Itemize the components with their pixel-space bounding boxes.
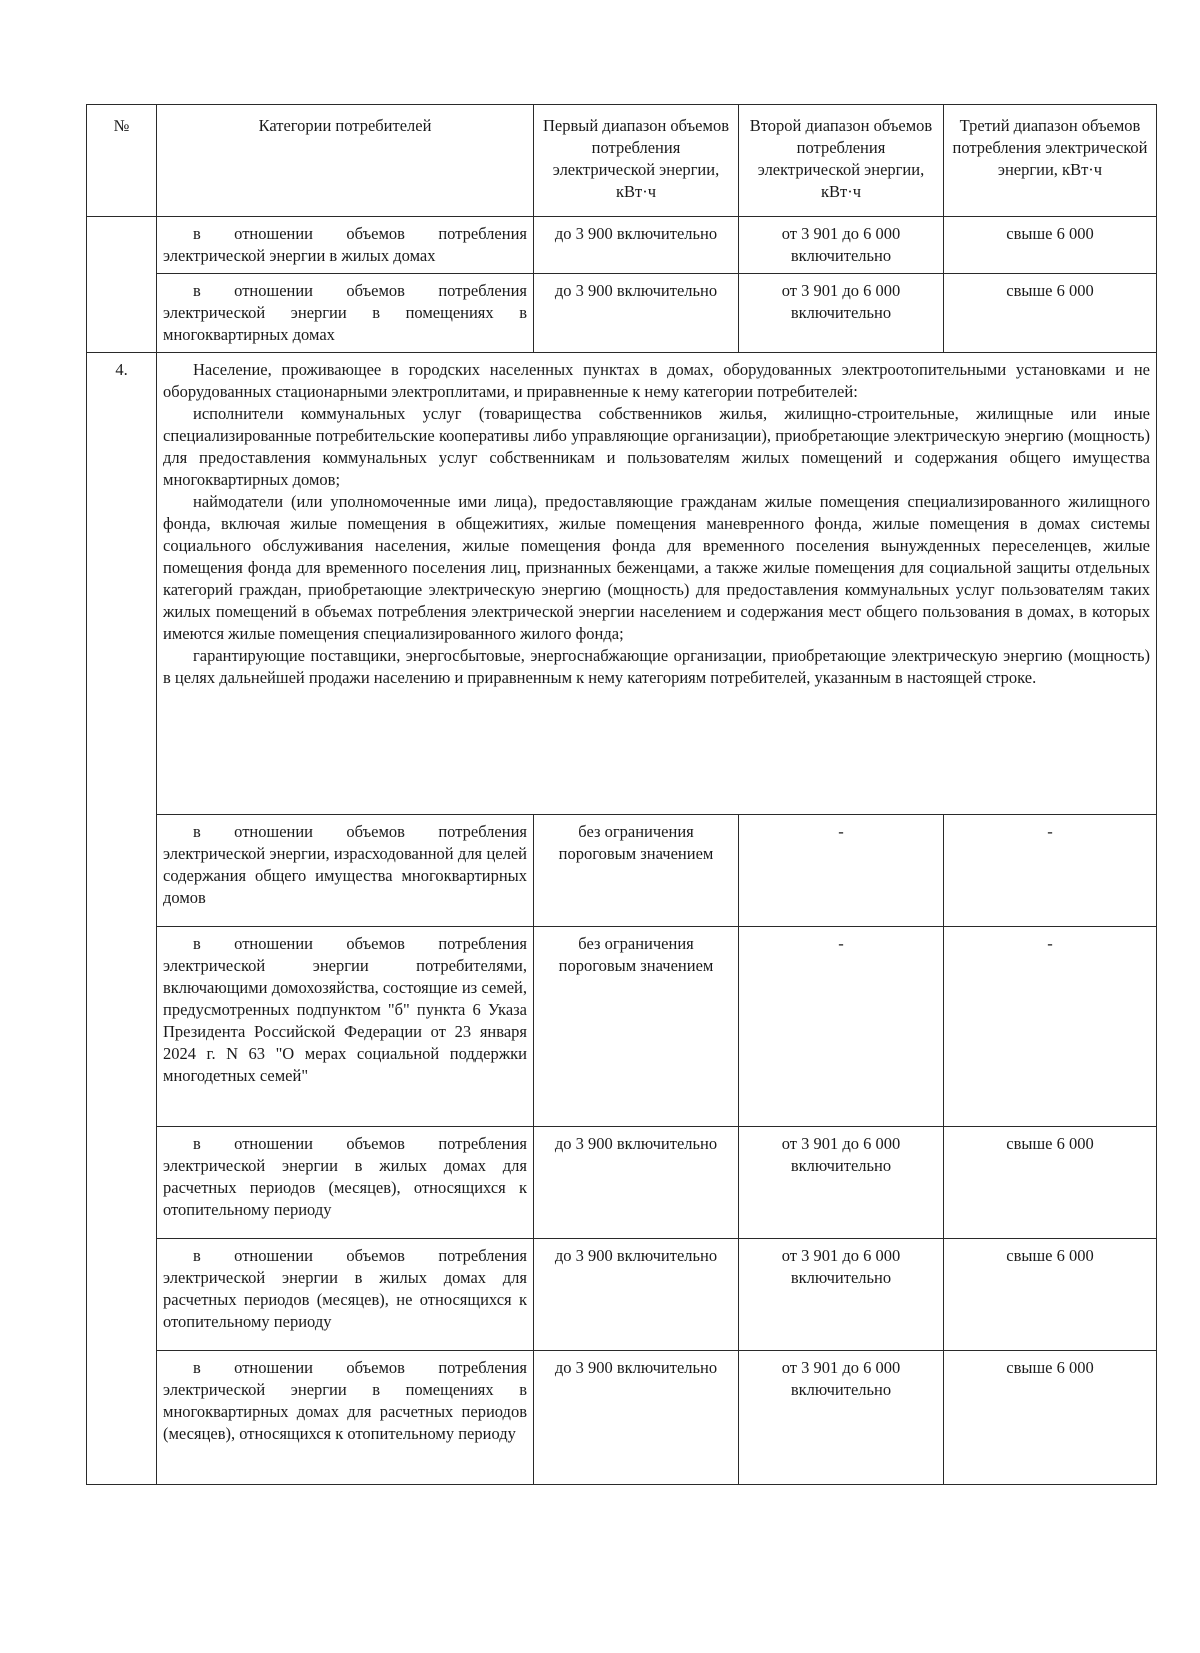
row-range2: от 3 901 до 6 000 включительно bbox=[739, 274, 944, 353]
row-range1: без ограничения пороговым значением bbox=[534, 815, 739, 927]
section-description bbox=[157, 353, 1157, 815]
table-header-row bbox=[87, 105, 1157, 217]
row-range2: - bbox=[739, 927, 944, 1127]
row-category: в отношении объемов потребления электрической энергии в жилых домах bbox=[157, 217, 534, 274]
row-range2: от 3 901 до 6 000 включительно bbox=[739, 1239, 944, 1351]
table-row bbox=[87, 1239, 1157, 1351]
row-category: в отношении объемов потребления электрической энергии, израсходованной для целей содержания общего имущества многоквартирных домов bbox=[157, 815, 534, 927]
section-paragraph: Население, проживающее в городских населенных пунктах в домах, оборудованных электроотопительными установками и не оборудованных стационарными электроплитами, и приравненные к нему категории потребителей: bbox=[163, 360, 1150, 401]
row-range1: до 3 900 включительно bbox=[534, 217, 739, 274]
header-category: Категории потребителей bbox=[157, 105, 534, 217]
row-range3: - bbox=[944, 927, 1157, 1127]
row-category: в отношении объемов потребления электрической энергии в помещениях в многоквартирных домах bbox=[157, 274, 534, 353]
row-range3: свыше 6 000 bbox=[944, 217, 1157, 274]
section-paragraph: гарантирующие поставщики, энергосбытовые, энергоснабжающие организации, приобретающие электрическую энергию (мощность) в целях дальнейшей продажи населению и приравненным к нему категориям потребителей, указанным в настоящей строке. bbox=[163, 646, 1150, 687]
row-category: в отношении объемов потребления электрической энергии в жилых домах для расчетных периодов (месяцев), относящихся к отопительному периоду bbox=[157, 1127, 534, 1239]
section-number: 4. bbox=[87, 353, 157, 1485]
row-range1: без ограничения пороговым значением bbox=[534, 927, 739, 1127]
table-row bbox=[87, 217, 1157, 274]
row-range3: свыше 6 000 bbox=[944, 1239, 1157, 1351]
row-num-empty bbox=[87, 217, 157, 353]
row-range1: до 3 900 включительно bbox=[534, 1351, 739, 1485]
header-range2: Второй диапазон объемов потребления электрической энергии, кВт·ч bbox=[739, 105, 944, 217]
row-range1: до 3 900 включительно bbox=[534, 274, 739, 353]
row-range2: - bbox=[739, 815, 944, 927]
table-row bbox=[87, 927, 1157, 1127]
row-range1: до 3 900 включительно bbox=[534, 1239, 739, 1351]
row-range2: от 3 901 до 6 000 включительно bbox=[739, 1351, 944, 1485]
row-category: в отношении объемов потребления электрической энергии в помещениях в многоквартирных домах для расчетных периодов (месяцев), относящихся к отопительному периоду bbox=[157, 1351, 534, 1485]
section-paragraph: наймодатели (или уполномоченные ими лица), предоставляющие гражданам жилые помещения специализированного жилищного фонда, включая жилые помещения в общежитиях, жилые помещения маневренного фонда, жилые помещения в домах системы социального обслуживания населения, жилые помещения фонда для временного поселения вынужденных переселенцев, жилые помещения фонда для временного поселения лиц, признанных беженцами, а также жилые помещения для социальной защиты отдельных категорий граждан, приобретающие электрическую энергию (мощность) для предоставления коммунальных услуг пользователям таких жилых помещений в объемах потребления электрической энергии населением и содержания мест общего пользования в домах, в которых имеются жилые помещения специализированного жилого фонда; bbox=[163, 492, 1150, 643]
table-row bbox=[87, 815, 1157, 927]
table-row bbox=[87, 274, 1157, 353]
header-range3: Третий диапазон объемов потребления электрической энергии, кВт·ч bbox=[944, 105, 1157, 217]
row-range2: от 3 901 до 6 000 включительно bbox=[739, 1127, 944, 1239]
row-category: в отношении объемов потребления электрической энергии потребителями, включающими домохозяйства, состоящие из семей, предусмотренных подпунктом "б" пункта 6 Указа Президента Российской Федерации от 23 января 2024 г. N 63 "О мерах социальной поддержки многодетных семей" bbox=[157, 927, 534, 1127]
table-row bbox=[87, 1127, 1157, 1239]
section-4-description-row bbox=[87, 353, 1157, 815]
row-range2: от 3 901 до 6 000 включительно bbox=[739, 217, 944, 274]
header-num: № bbox=[87, 105, 157, 217]
row-range3: свыше 6 000 bbox=[944, 1351, 1157, 1485]
row-range3: свыше 6 000 bbox=[944, 274, 1157, 353]
section-paragraph: исполнители коммунальных услуг (товарищества собственников жилья, жилищно-строительные, жилищные или иные специализированные потребительские кооперативы либо управляющие организации), приобретающие электрическую энергию (мощность) для предоставления коммунальных услуг собственникам и пользователям жилых помещений и содержания общего имущества многоквартирных домов; bbox=[163, 404, 1150, 489]
row-range3: - bbox=[944, 815, 1157, 927]
tariff-ranges-table bbox=[86, 104, 1157, 1485]
header-range1: Первый диапазон объемов потребления электрической энергии, кВт·ч bbox=[534, 105, 739, 217]
row-category: в отношении объемов потребления электрической энергии в жилых домах для расчетных периодов (месяцев), не относящихся к отопительному периоду bbox=[157, 1239, 534, 1351]
table-row bbox=[87, 1351, 1157, 1485]
row-range1: до 3 900 включительно bbox=[534, 1127, 739, 1239]
row-range3: свыше 6 000 bbox=[944, 1127, 1157, 1239]
